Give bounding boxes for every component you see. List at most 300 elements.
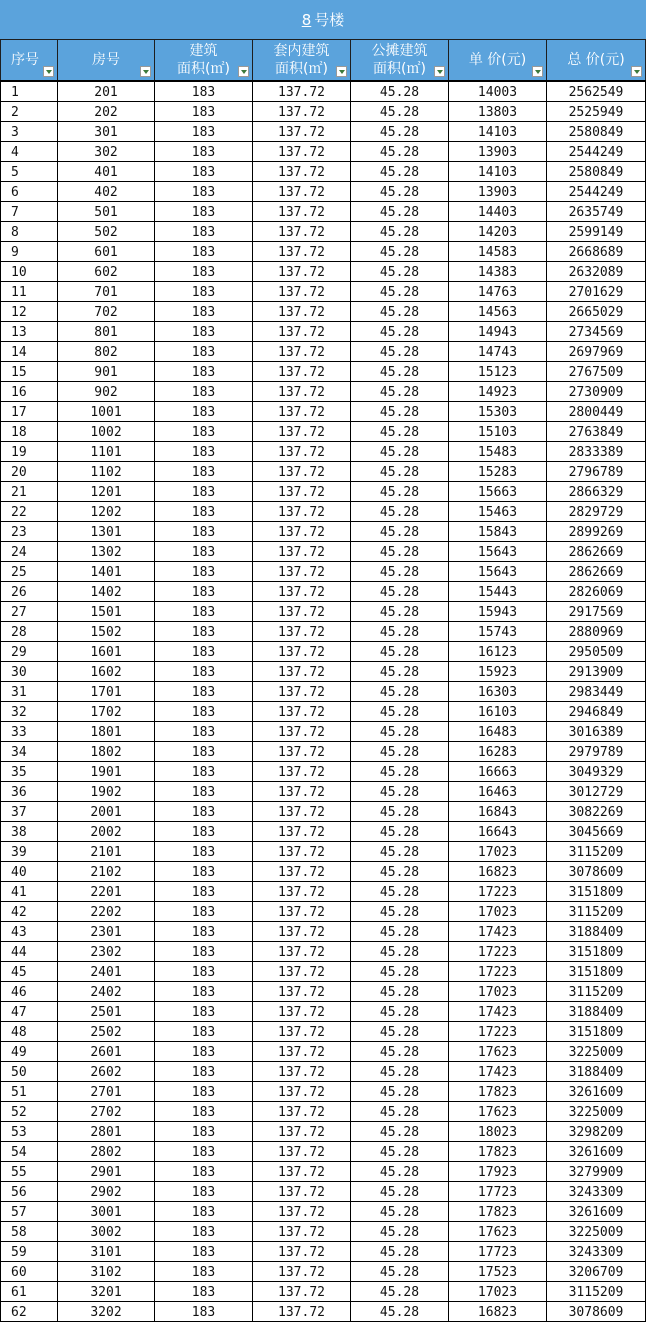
cell-total-price[interactable]: 2580849	[547, 162, 646, 181]
cell-unit-price[interactable]: 15643	[449, 562, 547, 581]
cell-room[interactable]: 3101	[58, 1242, 155, 1261]
cell-unit-price[interactable]: 17623	[449, 1102, 547, 1121]
cell-building-area[interactable]: 183	[155, 582, 253, 601]
cell-unit-price[interactable]: 13903	[449, 182, 547, 201]
cell-unit-price[interactable]: 15923	[449, 662, 547, 681]
cell-total-price[interactable]: 2665029	[547, 302, 646, 321]
cell-room[interactable]: 2801	[58, 1122, 155, 1141]
cell-shared-area[interactable]: 45.28	[351, 1162, 449, 1181]
cell-total-price[interactable]: 2632089	[547, 262, 646, 281]
cell-building-area[interactable]: 183	[155, 782, 253, 801]
cell-inner-area[interactable]: 137.72	[253, 822, 351, 841]
cell-total-price[interactable]: 3078609	[547, 862, 646, 881]
cell-shared-area[interactable]: 45.28	[351, 1022, 449, 1041]
cell-room[interactable]: 3201	[58, 1282, 155, 1301]
cell-index[interactable]: 30	[0, 662, 58, 681]
cell-shared-area[interactable]: 45.28	[351, 1222, 449, 1241]
cell-total-price[interactable]: 3225009	[547, 1102, 646, 1121]
cell-index[interactable]: 22	[0, 502, 58, 521]
cell-inner-area[interactable]: 137.72	[253, 182, 351, 201]
cell-shared-area[interactable]: 45.28	[351, 1202, 449, 1221]
cell-inner-area[interactable]: 137.72	[253, 582, 351, 601]
cell-total-price[interactable]: 2826069	[547, 582, 646, 601]
cell-inner-area[interactable]: 137.72	[253, 542, 351, 561]
cell-room[interactable]: 2002	[58, 822, 155, 841]
cell-shared-area[interactable]: 45.28	[351, 142, 449, 161]
cell-room[interactable]: 3002	[58, 1222, 155, 1241]
cell-room[interactable]: 2802	[58, 1142, 155, 1161]
cell-inner-area[interactable]: 137.72	[253, 322, 351, 341]
cell-inner-area[interactable]: 137.72	[253, 1062, 351, 1081]
cell-inner-area[interactable]: 137.72	[253, 1302, 351, 1321]
cell-unit-price[interactable]: 17023	[449, 842, 547, 861]
cell-inner-area[interactable]: 137.72	[253, 722, 351, 741]
cell-unit-price[interactable]: 14383	[449, 262, 547, 281]
cell-building-area[interactable]: 183	[155, 882, 253, 901]
cell-unit-price[interactable]: 14203	[449, 222, 547, 241]
cell-inner-area[interactable]: 137.72	[253, 442, 351, 461]
cell-room[interactable]: 301	[58, 122, 155, 141]
cell-inner-area[interactable]: 137.72	[253, 1102, 351, 1121]
cell-total-price[interactable]: 2833389	[547, 442, 646, 461]
cell-total-price[interactable]: 2950509	[547, 642, 646, 661]
cell-index[interactable]: 58	[0, 1222, 58, 1241]
cell-inner-area[interactable]: 137.72	[253, 842, 351, 861]
cell-index[interactable]: 1	[0, 82, 58, 101]
cell-inner-area[interactable]: 137.72	[253, 602, 351, 621]
cell-building-area[interactable]: 183	[155, 1282, 253, 1301]
cell-index[interactable]: 34	[0, 742, 58, 761]
cell-inner-area[interactable]: 137.72	[253, 262, 351, 281]
cell-total-price[interactable]: 2767509	[547, 362, 646, 381]
cell-building-area[interactable]: 183	[155, 342, 253, 361]
cell-unit-price[interactable]: 17623	[449, 1222, 547, 1241]
cell-index[interactable]: 13	[0, 322, 58, 341]
cell-shared-area[interactable]: 45.28	[351, 1282, 449, 1301]
cell-unit-price[interactable]: 14743	[449, 342, 547, 361]
cell-building-area[interactable]: 183	[155, 1082, 253, 1101]
cell-shared-area[interactable]: 45.28	[351, 302, 449, 321]
cell-inner-area[interactable]: 137.72	[253, 522, 351, 541]
cell-shared-area[interactable]: 45.28	[351, 482, 449, 501]
cell-building-area[interactable]: 183	[155, 382, 253, 401]
cell-inner-area[interactable]: 137.72	[253, 562, 351, 581]
cell-room[interactable]: 1902	[58, 782, 155, 801]
cell-index[interactable]: 36	[0, 782, 58, 801]
cell-room[interactable]: 402	[58, 182, 155, 201]
cell-total-price[interactable]: 2862669	[547, 562, 646, 581]
cell-unit-price[interactable]: 17423	[449, 1002, 547, 1021]
cell-index[interactable]: 49	[0, 1042, 58, 1061]
cell-building-area[interactable]: 183	[155, 442, 253, 461]
cell-shared-area[interactable]: 45.28	[351, 422, 449, 441]
cell-building-area[interactable]: 183	[155, 802, 253, 821]
cell-room[interactable]: 1302	[58, 542, 155, 561]
cell-index[interactable]: 38	[0, 822, 58, 841]
cell-room[interactable]: 501	[58, 202, 155, 221]
cell-building-area[interactable]: 183	[155, 922, 253, 941]
cell-unit-price[interactable]: 17423	[449, 922, 547, 941]
cell-total-price[interactable]: 3261609	[547, 1202, 646, 1221]
cell-unit-price[interactable]: 17623	[449, 1042, 547, 1061]
cell-building-area[interactable]: 183	[155, 842, 253, 861]
cell-index[interactable]: 50	[0, 1062, 58, 1081]
cell-building-area[interactable]: 183	[155, 482, 253, 501]
cell-room[interactable]: 2302	[58, 942, 155, 961]
cell-inner-area[interactable]: 137.72	[253, 1082, 351, 1101]
cell-total-price[interactable]: 2979789	[547, 742, 646, 761]
cell-index[interactable]: 41	[0, 882, 58, 901]
cell-building-area[interactable]: 183	[155, 682, 253, 701]
cell-building-area[interactable]: 183	[155, 242, 253, 261]
cell-total-price[interactable]: 3225009	[547, 1042, 646, 1061]
cell-room[interactable]: 2902	[58, 1182, 155, 1201]
cell-index[interactable]: 11	[0, 282, 58, 301]
cell-building-area[interactable]: 183	[155, 1162, 253, 1181]
cell-unit-price[interactable]: 17723	[449, 1182, 547, 1201]
cell-shared-area[interactable]: 45.28	[351, 1042, 449, 1061]
cell-unit-price[interactable]: 13803	[449, 102, 547, 121]
cell-index[interactable]: 56	[0, 1182, 58, 1201]
cell-inner-area[interactable]: 137.72	[253, 962, 351, 981]
cell-index[interactable]: 26	[0, 582, 58, 601]
cell-unit-price[interactable]: 15103	[449, 422, 547, 441]
cell-unit-price[interactable]: 17223	[449, 1022, 547, 1041]
cell-shared-area[interactable]: 45.28	[351, 322, 449, 341]
cell-building-area[interactable]: 183	[155, 562, 253, 581]
cell-building-area[interactable]: 183	[155, 1042, 253, 1061]
cell-total-price[interactable]: 2946849	[547, 702, 646, 721]
cell-shared-area[interactable]: 45.28	[351, 702, 449, 721]
cell-shared-area[interactable]: 45.28	[351, 442, 449, 461]
cell-room[interactable]: 2602	[58, 1062, 155, 1081]
cell-room[interactable]: 1901	[58, 762, 155, 781]
cell-shared-area[interactable]: 45.28	[351, 1142, 449, 1161]
cell-index[interactable]: 18	[0, 422, 58, 441]
cell-building-area[interactable]: 183	[155, 422, 253, 441]
cell-building-area[interactable]: 183	[155, 702, 253, 721]
cell-shared-area[interactable]: 45.28	[351, 802, 449, 821]
cell-index[interactable]: 24	[0, 542, 58, 561]
cell-unit-price[interactable]: 14103	[449, 122, 547, 141]
cell-building-area[interactable]: 183	[155, 1022, 253, 1041]
cell-index[interactable]: 2	[0, 102, 58, 121]
cell-building-area[interactable]: 183	[155, 322, 253, 341]
cell-shared-area[interactable]: 45.28	[351, 382, 449, 401]
cell-index[interactable]: 37	[0, 802, 58, 821]
cell-unit-price[interactable]: 16663	[449, 762, 547, 781]
cell-room[interactable]: 2702	[58, 1102, 155, 1121]
cell-building-area[interactable]: 183	[155, 1102, 253, 1121]
cell-shared-area[interactable]: 45.28	[351, 1242, 449, 1261]
cell-room[interactable]: 2901	[58, 1162, 155, 1181]
cell-building-area[interactable]: 183	[155, 642, 253, 661]
cell-inner-area[interactable]: 137.72	[253, 222, 351, 241]
cell-shared-area[interactable]: 45.28	[351, 1122, 449, 1141]
cell-room[interactable]: 1602	[58, 662, 155, 681]
cell-room[interactable]: 302	[58, 142, 155, 161]
cell-room[interactable]: 2202	[58, 902, 155, 921]
cell-shared-area[interactable]: 45.28	[351, 182, 449, 201]
cell-shared-area[interactable]: 45.28	[351, 542, 449, 561]
cell-building-area[interactable]: 183	[155, 742, 253, 761]
cell-room[interactable]: 2402	[58, 982, 155, 1001]
cell-inner-area[interactable]: 137.72	[253, 1262, 351, 1281]
cell-room[interactable]: 2401	[58, 962, 155, 981]
cell-unit-price[interactable]: 16463	[449, 782, 547, 801]
cell-room[interactable]: 1601	[58, 642, 155, 661]
cell-room[interactable]: 702	[58, 302, 155, 321]
cell-index[interactable]: 54	[0, 1142, 58, 1161]
cell-shared-area[interactable]: 45.28	[351, 762, 449, 781]
cell-index[interactable]: 4	[0, 142, 58, 161]
cell-room[interactable]: 801	[58, 322, 155, 341]
cell-total-price[interactable]: 2763849	[547, 422, 646, 441]
cell-room[interactable]: 201	[58, 82, 155, 101]
cell-total-price[interactable]: 3188409	[547, 1002, 646, 1021]
cell-total-price[interactable]: 2599149	[547, 222, 646, 241]
cell-inner-area[interactable]: 137.72	[253, 622, 351, 641]
cell-shared-area[interactable]: 45.28	[351, 682, 449, 701]
cell-room[interactable]: 3001	[58, 1202, 155, 1221]
cell-total-price[interactable]: 2697969	[547, 342, 646, 361]
cell-index[interactable]: 10	[0, 262, 58, 281]
cell-index[interactable]: 9	[0, 242, 58, 261]
cell-building-area[interactable]: 183	[155, 1262, 253, 1281]
cell-inner-area[interactable]: 137.72	[253, 862, 351, 881]
cell-total-price[interactable]: 3151809	[547, 942, 646, 961]
cell-unit-price[interactable]: 17223	[449, 942, 547, 961]
cell-building-area[interactable]: 183	[155, 402, 253, 421]
cell-shared-area[interactable]: 45.28	[351, 362, 449, 381]
cell-shared-area[interactable]: 45.28	[351, 642, 449, 661]
cell-room[interactable]: 1802	[58, 742, 155, 761]
cell-total-price[interactable]: 2734569	[547, 322, 646, 341]
cell-unit-price[interactable]: 15463	[449, 502, 547, 521]
cell-shared-area[interactable]: 45.28	[351, 162, 449, 181]
cell-inner-area[interactable]: 137.72	[253, 682, 351, 701]
cell-index[interactable]: 21	[0, 482, 58, 501]
cell-total-price[interactable]: 3243309	[547, 1242, 646, 1261]
cell-inner-area[interactable]: 137.72	[253, 662, 351, 681]
cell-total-price[interactable]: 2668689	[547, 242, 646, 261]
cell-index[interactable]: 42	[0, 902, 58, 921]
cell-room[interactable]: 3102	[58, 1262, 155, 1281]
cell-unit-price[interactable]: 17823	[449, 1202, 547, 1221]
cell-building-area[interactable]: 183	[155, 1142, 253, 1161]
cell-total-price[interactable]: 2829729	[547, 502, 646, 521]
cell-index[interactable]: 6	[0, 182, 58, 201]
filter-dropdown-icon[interactable]	[238, 66, 249, 77]
cell-inner-area[interactable]: 137.72	[253, 1002, 351, 1021]
cell-inner-area[interactable]: 137.72	[253, 502, 351, 521]
cell-total-price[interactable]: 2580849	[547, 122, 646, 141]
cell-index[interactable]: 28	[0, 622, 58, 641]
cell-index[interactable]: 57	[0, 1202, 58, 1221]
cell-shared-area[interactable]: 45.28	[351, 962, 449, 981]
cell-total-price[interactable]: 2862669	[547, 542, 646, 561]
cell-total-price[interactable]: 3243309	[547, 1182, 646, 1201]
cell-total-price[interactable]: 2983449	[547, 682, 646, 701]
cell-inner-area[interactable]: 137.72	[253, 1022, 351, 1041]
cell-index[interactable]: 7	[0, 202, 58, 221]
cell-unit-price[interactable]: 16303	[449, 682, 547, 701]
filter-dropdown-icon[interactable]	[631, 66, 642, 77]
cell-shared-area[interactable]: 45.28	[351, 602, 449, 621]
cell-shared-area[interactable]: 45.28	[351, 782, 449, 801]
cell-shared-area[interactable]: 45.28	[351, 982, 449, 1001]
cell-shared-area[interactable]: 45.28	[351, 822, 449, 841]
cell-total-price[interactable]: 2899269	[547, 522, 646, 541]
cell-shared-area[interactable]: 45.28	[351, 1302, 449, 1321]
cell-index[interactable]: 43	[0, 922, 58, 941]
cell-index[interactable]: 61	[0, 1282, 58, 1301]
cell-building-area[interactable]: 183	[155, 142, 253, 161]
cell-shared-area[interactable]: 45.28	[351, 502, 449, 521]
filter-dropdown-icon[interactable]	[434, 66, 445, 77]
cell-unit-price[interactable]: 17823	[449, 1082, 547, 1101]
cell-total-price[interactable]: 3151809	[547, 962, 646, 981]
cell-shared-area[interactable]: 45.28	[351, 522, 449, 541]
cell-total-price[interactable]: 2544249	[547, 142, 646, 161]
cell-index[interactable]: 35	[0, 762, 58, 781]
cell-index[interactable]: 16	[0, 382, 58, 401]
cell-building-area[interactable]: 183	[155, 902, 253, 921]
cell-index[interactable]: 8	[0, 222, 58, 241]
cell-room[interactable]: 1202	[58, 502, 155, 521]
cell-shared-area[interactable]: 45.28	[351, 102, 449, 121]
cell-building-area[interactable]: 183	[155, 1222, 253, 1241]
cell-shared-area[interactable]: 45.28	[351, 622, 449, 641]
cell-shared-area[interactable]: 45.28	[351, 562, 449, 581]
cell-building-area[interactable]: 183	[155, 722, 253, 741]
cell-unit-price[interactable]: 17023	[449, 982, 547, 1001]
cell-building-area[interactable]: 183	[155, 162, 253, 181]
cell-unit-price[interactable]: 17023	[449, 1282, 547, 1301]
cell-building-area[interactable]: 183	[155, 822, 253, 841]
cell-building-area[interactable]: 183	[155, 762, 253, 781]
cell-room[interactable]: 3202	[58, 1302, 155, 1321]
cell-unit-price[interactable]: 15483	[449, 442, 547, 461]
cell-room[interactable]: 1002	[58, 422, 155, 441]
cell-shared-area[interactable]: 45.28	[351, 82, 449, 101]
cell-index[interactable]: 53	[0, 1122, 58, 1141]
cell-building-area[interactable]: 183	[155, 1182, 253, 1201]
cell-unit-price[interactable]: 15743	[449, 622, 547, 641]
cell-inner-area[interactable]: 137.72	[253, 1182, 351, 1201]
cell-shared-area[interactable]: 45.28	[351, 1182, 449, 1201]
cell-total-price[interactable]: 3151809	[547, 1022, 646, 1041]
cell-inner-area[interactable]: 137.72	[253, 702, 351, 721]
cell-shared-area[interactable]: 45.28	[351, 1082, 449, 1101]
cell-unit-price[interactable]: 17823	[449, 1142, 547, 1161]
cell-inner-area[interactable]: 137.72	[253, 482, 351, 501]
cell-inner-area[interactable]: 137.72	[253, 462, 351, 481]
cell-total-price[interactable]: 3078609	[547, 1302, 646, 1321]
cell-unit-price[interactable]: 13903	[449, 142, 547, 161]
cell-building-area[interactable]: 183	[155, 522, 253, 541]
cell-room[interactable]: 1501	[58, 602, 155, 621]
cell-inner-area[interactable]: 137.72	[253, 802, 351, 821]
cell-shared-area[interactable]: 45.28	[351, 722, 449, 741]
cell-building-area[interactable]: 183	[155, 302, 253, 321]
cell-total-price[interactable]: 2866329	[547, 482, 646, 501]
cell-room[interactable]: 2201	[58, 882, 155, 901]
cell-building-area[interactable]: 183	[155, 462, 253, 481]
cell-unit-price[interactable]: 15303	[449, 402, 547, 421]
cell-shared-area[interactable]: 45.28	[351, 922, 449, 941]
cell-building-area[interactable]: 183	[155, 82, 253, 101]
cell-shared-area[interactable]: 45.28	[351, 582, 449, 601]
cell-unit-price[interactable]: 17723	[449, 1242, 547, 1261]
cell-shared-area[interactable]: 45.28	[351, 862, 449, 881]
cell-unit-price[interactable]: 16823	[449, 1302, 547, 1321]
cell-inner-area[interactable]: 137.72	[253, 922, 351, 941]
cell-total-price[interactable]: 2701629	[547, 282, 646, 301]
cell-building-area[interactable]: 183	[155, 502, 253, 521]
cell-total-price[interactable]: 3115209	[547, 902, 646, 921]
cell-index[interactable]: 47	[0, 1002, 58, 1021]
cell-index[interactable]: 48	[0, 1022, 58, 1041]
cell-building-area[interactable]: 183	[155, 662, 253, 681]
cell-building-area[interactable]: 183	[155, 122, 253, 141]
cell-unit-price[interactable]: 18023	[449, 1122, 547, 1141]
cell-index[interactable]: 33	[0, 722, 58, 741]
cell-building-area[interactable]: 183	[155, 1302, 253, 1321]
cell-unit-price[interactable]: 16483	[449, 722, 547, 741]
cell-unit-price[interactable]: 17523	[449, 1262, 547, 1281]
cell-inner-area[interactable]: 137.72	[253, 1042, 351, 1061]
cell-inner-area[interactable]: 137.72	[253, 1142, 351, 1161]
cell-index[interactable]: 17	[0, 402, 58, 421]
cell-unit-price[interactable]: 16123	[449, 642, 547, 661]
filter-dropdown-icon[interactable]	[43, 66, 54, 77]
cell-index[interactable]: 59	[0, 1242, 58, 1261]
cell-index[interactable]: 23	[0, 522, 58, 541]
cell-shared-area[interactable]: 45.28	[351, 282, 449, 301]
cell-building-area[interactable]: 183	[155, 182, 253, 201]
cell-inner-area[interactable]: 137.72	[253, 242, 351, 261]
cell-shared-area[interactable]: 45.28	[351, 842, 449, 861]
cell-room[interactable]: 1001	[58, 402, 155, 421]
cell-total-price[interactable]: 2635749	[547, 202, 646, 221]
cell-shared-area[interactable]: 45.28	[351, 882, 449, 901]
cell-unit-price[interactable]: 17223	[449, 882, 547, 901]
cell-inner-area[interactable]: 137.72	[253, 742, 351, 761]
cell-total-price[interactable]: 2913909	[547, 662, 646, 681]
cell-shared-area[interactable]: 45.28	[351, 242, 449, 261]
cell-index[interactable]: 31	[0, 682, 58, 701]
cell-building-area[interactable]: 183	[155, 542, 253, 561]
cell-inner-area[interactable]: 137.72	[253, 1162, 351, 1181]
cell-inner-area[interactable]: 137.72	[253, 102, 351, 121]
cell-inner-area[interactable]: 137.72	[253, 202, 351, 221]
cell-room[interactable]: 1801	[58, 722, 155, 741]
cell-index[interactable]: 12	[0, 302, 58, 321]
cell-inner-area[interactable]: 137.72	[253, 642, 351, 661]
cell-unit-price[interactable]: 15123	[449, 362, 547, 381]
cell-inner-area[interactable]: 137.72	[253, 422, 351, 441]
cell-room[interactable]: 401	[58, 162, 155, 181]
cell-building-area[interactable]: 183	[155, 1202, 253, 1221]
cell-index[interactable]: 40	[0, 862, 58, 881]
cell-room[interactable]: 1402	[58, 582, 155, 601]
cell-building-area[interactable]: 183	[155, 262, 253, 281]
cell-index[interactable]: 46	[0, 982, 58, 1001]
cell-total-price[interactable]: 2544249	[547, 182, 646, 201]
cell-building-area[interactable]: 183	[155, 222, 253, 241]
cell-room[interactable]: 2501	[58, 1002, 155, 1021]
